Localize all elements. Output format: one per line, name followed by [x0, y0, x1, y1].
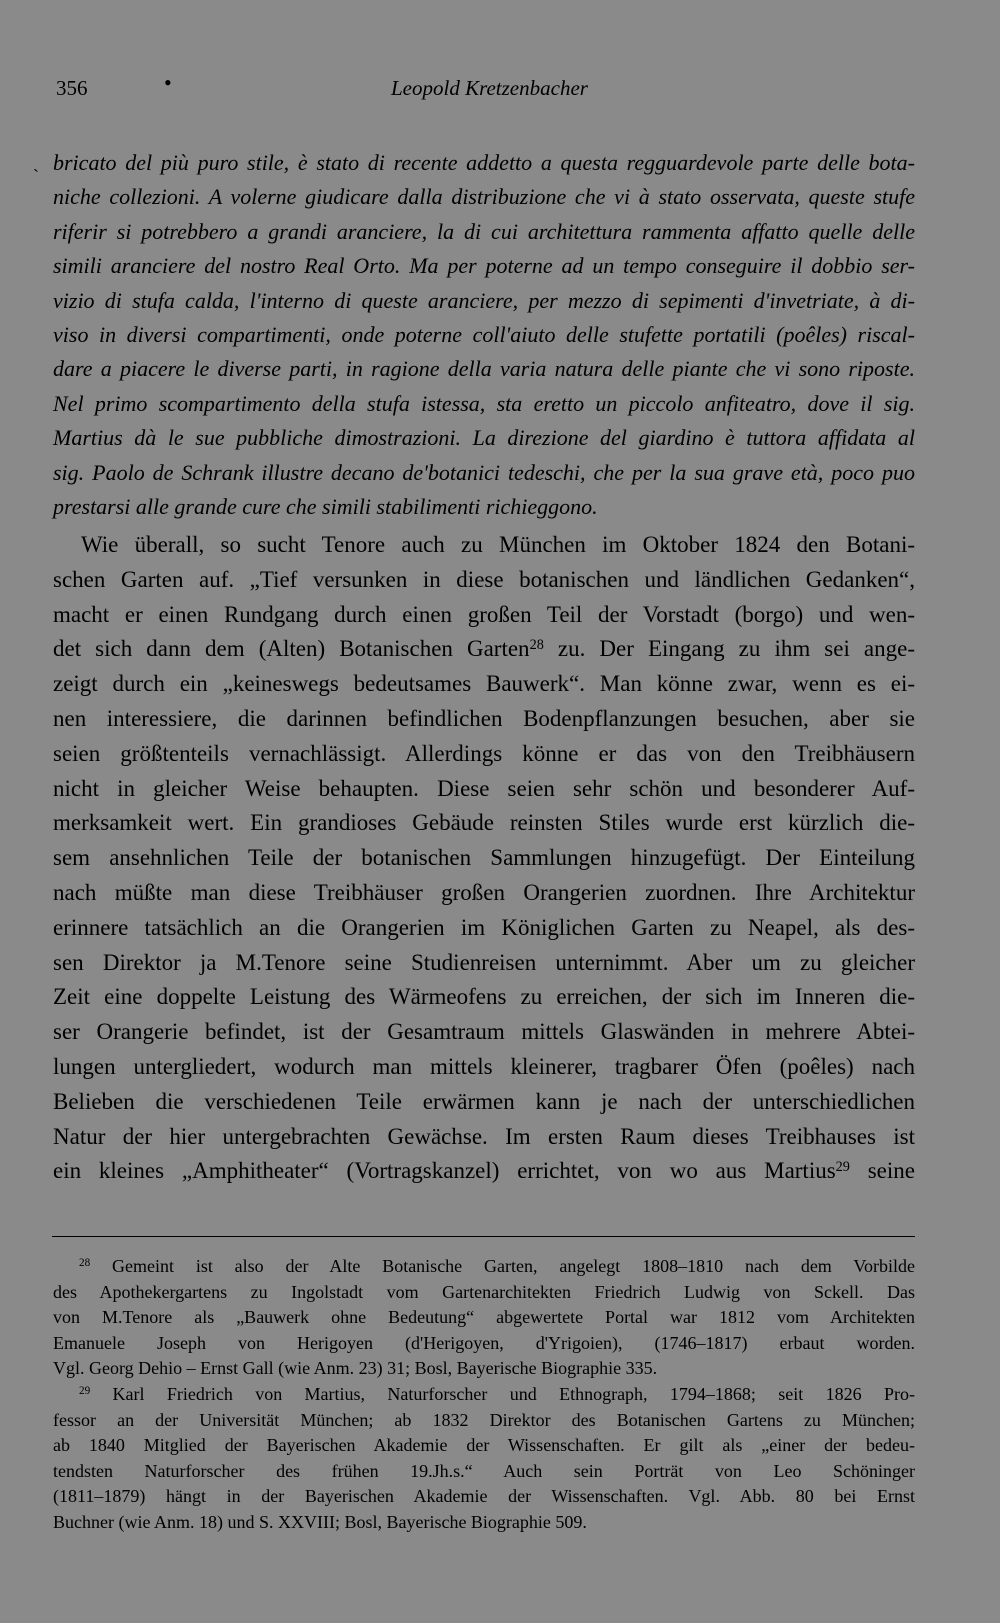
footnote-marker-28: 28 [79, 1256, 91, 1269]
body-line: nach müßte man diese Treibhäuser großen Orangerien zuordnen. Ihre Architektur [53, 879, 915, 905]
body-text: ein kleines „Amphitheater“ (Vortragskanzel) errichtet, von wo aus Martius [53, 1158, 836, 1184]
footnote-29-line: ab 1840 Mitglied der Bayerischen Akademie der Wissenschaften. Er gilt als „einer der bedeu- [53, 1435, 915, 1456]
quote-line: viso in diversi compartimenti, onde poterne coll'aiuto delle stufette portatili (poêles) riscal- [53, 321, 915, 347]
body-line: seien größtenteils vernachlässigt. Allerdings könne er das von den Treibhäusern [53, 740, 915, 766]
quote-line: sig. Paolo de Schrank illustre decano de'botanici tedeschi, che per la sua grave età, poco puo [53, 459, 915, 485]
body-line: Belieben die verschiedenen Teile erwärmen kann je nach der unterschiedlichen [53, 1088, 915, 1114]
quote-line: niche collezioni. A volerne giudicare dalla distribuzione che vi à stato osservata, queste stufe [53, 184, 915, 210]
body-line: nen interessiere, die darinnen befindlichen Bodenpflanzungen besuchen, aber sie [53, 705, 915, 731]
body-line: merksamkeit wert. Ein grandioses Gebäude reinsten Stiles wurde erst kürzlich die- [53, 810, 915, 836]
quote-line: Martius dà le sue pubbliche dimostrazioni. La direzione del giardino è tuttora affidata al [53, 425, 915, 451]
body-line: schen Garten auf. „Tief versunken in diese botanischen und ländlichen Gedanken“, [53, 566, 915, 592]
footnote-29-line: tendsten Naturforscher des frühen 19.Jh.s.“ Auch sein Porträt von Leo Schöninger [53, 1460, 915, 1481]
body-line: sem ansehnlichen Teile der botanischen Sammlungen hinzugefügt. Der Einteilung [53, 845, 915, 871]
footnote-28-line: Emanuele Joseph von Herigoyen (d'Herigoyen, d'Yrigoien), (1746–1817) erbaut worden. [53, 1332, 915, 1353]
body-line: nicht in gleicher Weise behaupten. Diese seien sehr schön und besonderer Auf- [53, 775, 915, 801]
body-line: Zeit eine doppelte Leistung des Wärmeofens zu erreichen, der sich im Inneren die- [53, 984, 915, 1010]
italian-quotation [53, 146, 915, 524]
quote-line: vizio di stufa calda, l'interno di queste aranciere, per mezzo di sepimenti d'invetriate, à di- [53, 287, 915, 313]
footnote-28-line: Vgl. Georg Dehio – Ernst Gall (wie Anm. 23) 31; Bosl, Bayerische Biographie 335. [53, 1358, 658, 1379]
footnote-29-line: (1811–1879) hängt in der Bayerischen Akademie der Wissenschaften. Vgl. Abb. 80 bei Ernst [53, 1486, 915, 1507]
body-text: det sich dann dem (Alten) Botanischen Garten [53, 636, 530, 662]
footnote-29-line [53, 1382, 915, 1408]
body-line: Natur der hier untergebrachten Gewächse. Im ersten Raum dieses Treibhauses ist [53, 1123, 915, 1149]
quote-line: prestarsi alle grande cure che simili stabilimenti richieggono. [53, 493, 598, 519]
margin-mark: ` [33, 166, 39, 186]
footnote-28-line: des Apothekergartens zu Ingolstadt vom Gartenarchitekten Friedrich Ludwig von Sckell. Das [53, 1281, 915, 1302]
quote-line: Nel primo scompartimento della stufa istessa, sta eretto un piccolo anfiteatro, dove il sig. [53, 390, 915, 416]
footnote-ref-29[interactable]: 29 [835, 1158, 850, 1175]
footnote-28-line: von M.Tenore als „Bauwerk ohne Bedeutung“ abgewertete Portal war 1812 vom Architekten [53, 1307, 915, 1328]
quote-line: simili aranciere del nostro Real Orto. Ma per poterne ad un tempo conseguire il dobbio ser- [53, 253, 915, 279]
quote-line: bricato del più puro stile, è stato di recente addetto a questa regguardevole parte delle bota- [53, 150, 915, 175]
footnote-29-line: Buchner (wie Anm. 18) und S. XXVIII; Bosl, Bayerische Biographie 509. [53, 1511, 587, 1532]
footnote-29-line: fessor an der Universität München; ab 1832 Direktor des Botanischen Gartens zu München; [53, 1409, 915, 1430]
running-head: Leopold Kretzenbacher [391, 76, 588, 100]
body-text: seine [849, 1158, 915, 1184]
main-paragraph [53, 528, 915, 1189]
quote-line: dare a piacere le diverse parti, in ragione della varia natura delle piante che vi sono riposte. [53, 356, 915, 382]
body-line [53, 632, 915, 667]
footnote-divider [52, 1236, 915, 1237]
body-line [53, 1154, 915, 1189]
body-line: ser Orangerie befindet, ist der Gesamtraum mittels Glaswänden in mehrere Abtei- [53, 1019, 915, 1045]
quote-line: riferir si potrebbero a grandi aranciere, la di cui architettura rammenta affatto quelle delle [53, 218, 915, 244]
page-number: 356 [56, 76, 88, 100]
footnotes [53, 1254, 915, 1536]
body-line: macht er einen Rundgang durch einen großen Teil der Vorstadt (borgo) und wen- [53, 601, 915, 627]
body-line: lungen untergliedert, wodurch man mittels kleinerer, tragbarer Öfen (poêles) nach [53, 1053, 915, 1079]
footnote-marker-29: 29 [79, 1384, 91, 1397]
footnote-28-line [53, 1254, 915, 1280]
page-header [56, 70, 916, 106]
body-line: erinnere tatsächlich an die Orangerien im Königlichen Garten zu Neapel, als des- [53, 914, 915, 940]
body-line: Wie überall, so sucht Tenore auch zu München im Oktober 1824 den Botani- [81, 532, 915, 557]
body-text: zu. Der Eingang zu ihm sei ange- [543, 636, 915, 662]
footnote-text: Gemeint ist also der Alte Botanische Garten, angelegt 1808–1810 nach dem Vorbilde [90, 1256, 915, 1276]
body-line: zeigt durch ein „keineswegs bedeutsames Bauwerk“. Man könne zwar, wenn es ei- [53, 671, 915, 697]
footnote-text: Karl Friedrich von Martius, Naturforscher und Ethnograph, 1794–1868; seit 1826 Pro- [90, 1383, 915, 1404]
footnote-ref-28[interactable]: 28 [529, 636, 544, 653]
body-line: sen Direktor ja M.Tenore seine Studienreisen unternimmt. Aber um zu gleicher [53, 949, 915, 975]
header-bullet: • [164, 70, 172, 95]
